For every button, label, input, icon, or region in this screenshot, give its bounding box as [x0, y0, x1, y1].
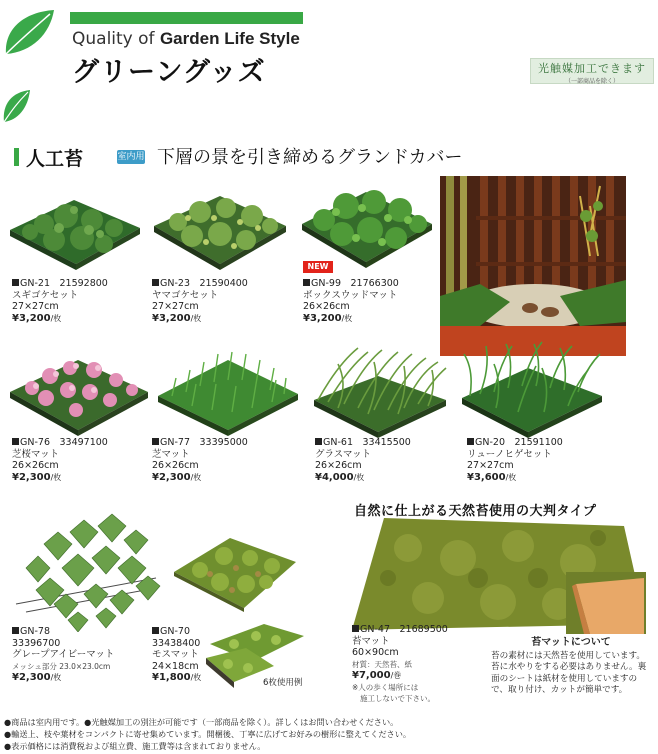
section-tagline: 下層の景を引き締めるグランドカバー — [157, 147, 463, 168]
header-accent-bar — [70, 12, 303, 24]
footer-note: ●商品は室内用です。●光触媒加工の別注が可能です（一部商品を除く）。詳しくはお問い合わせください。 — [4, 717, 399, 727]
product-gn77: GN-77 33395000 芝マット 26×26cm ¥2,300/枚 — [152, 437, 248, 483]
product-image-gn70 — [170, 532, 300, 612]
product-gn76: GN-76 33497100 芝桜マット 26×26cm ¥2,300/枚 — [12, 437, 108, 483]
product-gn70: GN-70 33438400 モスマット 24×18cm ¥1,800/枚 — [152, 626, 202, 683]
category-title: グリーングッズ — [72, 57, 266, 88]
section-accent-bar — [14, 148, 19, 166]
moss-mat-backing-photo — [566, 572, 646, 634]
indoor-tag: 室内用 — [117, 152, 145, 162]
product-image-gn20 — [456, 340, 606, 438]
product-gn78: GN-78 33396700 グレープアイビーマット メッシュ部分 23.0×23.0cm ¥2,300/枚 — [12, 626, 115, 683]
leaf-logo-icon — [2, 4, 60, 124]
product-image-gn21 — [4, 188, 144, 270]
product-gn47: GN-47 21689500 苔マット 60×90cm 材質：天然苔、紙 ¥7,000/巻 ※人の歩く場所には 施工しないで下さい。 — [352, 624, 448, 703]
product-image-gn76 — [6, 340, 152, 436]
footer-note: ●表示価格には消費税および組立費、施工費等は含まれておりません。 — [4, 741, 266, 751]
product-image-gn78 — [6, 508, 166, 632]
large-mat-headline: 自然に仕上がる天然苔使用の大判タイプ — [354, 504, 597, 519]
product-gn23: GN-23 21590400 ヤマゴケセット 27×27cm ¥3,200/枚 — [152, 278, 248, 324]
product-image-gn23 — [148, 182, 290, 272]
moss-mat-info: 苔マットについて 苔の素材には天然苔を使用しています。苔に水やりをする必要はありません。裏面のシートは紙材を使用していますので、取り付け、カットが簡単です。 — [491, 637, 647, 695]
footer-notes — [4, 716, 411, 752]
product-gn99: GN-99 21766300 ボックスウッドマット 26×26cm ¥3,200/枚 — [303, 278, 399, 324]
brand-title: Quality of Garden Life Style — [72, 29, 300, 49]
section-title: 人工苔 — [26, 148, 84, 170]
new-badge: NEW — [303, 261, 333, 273]
product-image-gn61 — [308, 344, 450, 438]
photocatalyst-badge: 光触媒加工できます （一部商品を除く） — [530, 58, 654, 84]
footer-note: ●輸送上、枝や葉材をコンパクトに寄せ集めています。開梱後、丁寧に広げてお好みの樹形に整えてください。 — [4, 729, 412, 739]
product-gn61: GN-61 33415500 グラスマット 26×26cm ¥4,000/枚 — [315, 437, 411, 483]
product-image-gn77 — [152, 340, 302, 436]
product-gn21: GN-21 21592800 スギゴケセット 27×27cm ¥3,200/枚 — [12, 278, 108, 324]
product-image-gn99 — [296, 178, 436, 270]
product-gn20: GN-20 21591100 リューノヒゲセット 27×27cm ¥3,600/枚 — [467, 437, 563, 483]
usage-example-label: 6枚使用例 — [263, 678, 303, 688]
garden-example-photo — [440, 176, 626, 356]
